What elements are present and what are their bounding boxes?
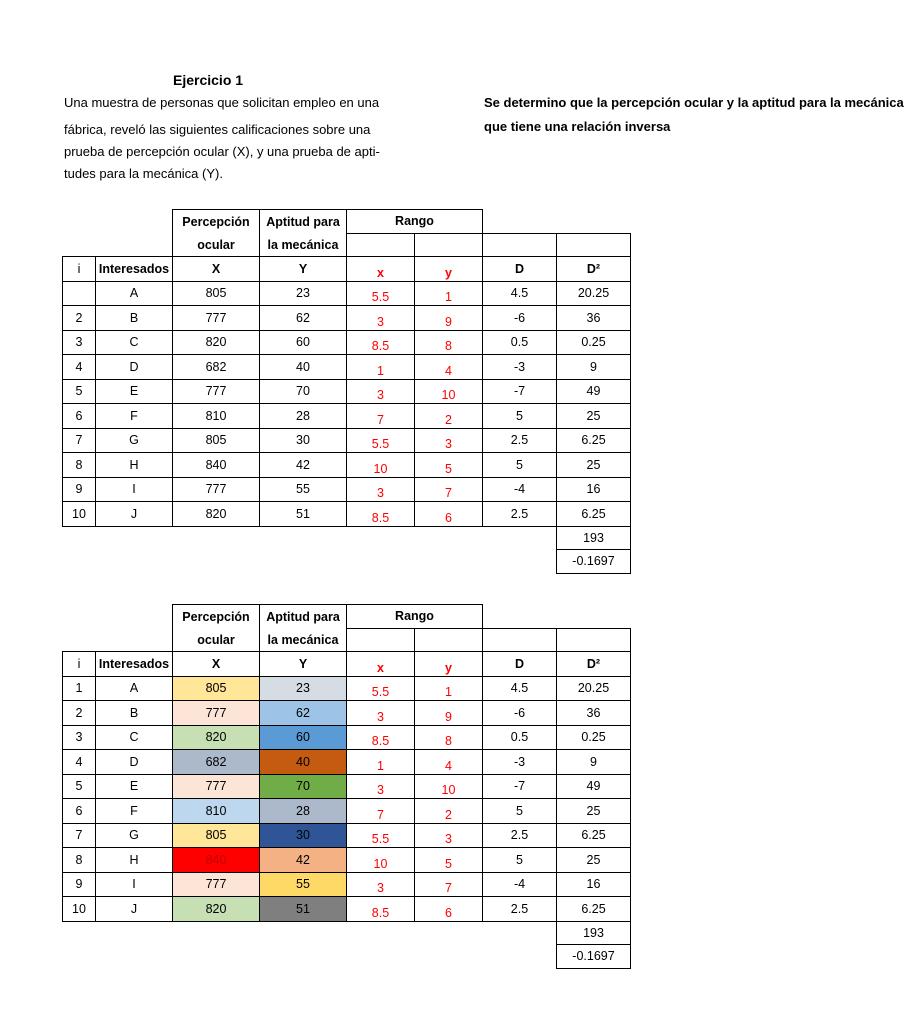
row-index: 2	[63, 306, 96, 331]
x-value: 840	[173, 453, 260, 478]
d-value: -6	[483, 306, 557, 331]
x-value: 805	[173, 676, 260, 701]
interesado-name: H	[96, 848, 173, 873]
table-row	[63, 281, 631, 306]
d-value: 5	[483, 848, 557, 873]
rank-x: 8.5	[347, 502, 415, 527]
rank-x: 10	[347, 848, 415, 873]
d2-value: 36	[557, 306, 631, 331]
d-value: -3	[483, 750, 557, 775]
sum-d2: 193	[557, 526, 631, 550]
rank-x: 5.5	[347, 676, 415, 701]
d-value: 2.5	[483, 823, 557, 848]
d-value: 2.5	[483, 502, 557, 527]
rank-y: 9	[415, 701, 483, 726]
x-value: 810	[173, 404, 260, 429]
x-value: 777	[173, 379, 260, 404]
d-value: 2.5	[483, 428, 557, 453]
table-row	[63, 379, 631, 404]
header-d2: D²	[557, 652, 631, 677]
table-row	[63, 872, 631, 897]
rank-y: 7	[415, 477, 483, 502]
interesado-name: D	[96, 355, 173, 380]
d2-value: 0.25	[557, 725, 631, 750]
d-value: 5	[483, 404, 557, 429]
description-line-2: fábrica, reveló las siguientes calificaciones sobre una	[64, 122, 371, 137]
header-aptitud: Aptitud para	[260, 210, 347, 234]
rank-x: 8.5	[347, 897, 415, 922]
rank-y: 9	[415, 306, 483, 331]
y-value: 42	[260, 848, 347, 873]
y-value: 70	[260, 774, 347, 799]
description-line-4: tudes para la mecánica (Y).	[64, 166, 223, 181]
d-value: 0.5	[483, 330, 557, 355]
d2-value: 6.25	[557, 428, 631, 453]
d-value: 5	[483, 799, 557, 824]
rank-x: 3	[347, 701, 415, 726]
table-row	[63, 676, 631, 701]
table-row	[63, 428, 631, 453]
header-x: X	[173, 257, 260, 282]
d2-value: 25	[557, 453, 631, 478]
d2-value: 0.25	[557, 330, 631, 355]
header-rank-x: x	[347, 257, 415, 282]
y-value: 70	[260, 379, 347, 404]
rank-y: 8	[415, 330, 483, 355]
x-value: 840	[173, 848, 260, 873]
table-row	[63, 799, 631, 824]
rank-y: 8	[415, 725, 483, 750]
rank-y: 6	[415, 897, 483, 922]
y-value: 28	[260, 404, 347, 429]
conclusion-line-1: Se determino que la percepción ocular y la aptitud para la mecánica	[484, 95, 904, 110]
y-value: 60	[260, 725, 347, 750]
header-rank-y: y	[415, 652, 483, 677]
y-value: 23	[260, 281, 347, 306]
interesado-name: B	[96, 701, 173, 726]
rank-x: 7	[347, 404, 415, 429]
x-value: 805	[173, 823, 260, 848]
interesado-name: H	[96, 453, 173, 478]
x-value: 777	[173, 872, 260, 897]
rank-y: 6	[415, 502, 483, 527]
header-aptitud: Aptitud para	[260, 605, 347, 629]
rank-x: 5.5	[347, 823, 415, 848]
y-value: 23	[260, 676, 347, 701]
x-value: 777	[173, 477, 260, 502]
d2-value: 9	[557, 355, 631, 380]
spearman-coefficient: -0.1697	[557, 945, 631, 969]
y-value: 60	[260, 330, 347, 355]
d-value: -4	[483, 477, 557, 502]
table-row	[63, 502, 631, 527]
interesado-name: I	[96, 477, 173, 502]
row-index: 9	[63, 872, 96, 897]
y-value: 62	[260, 701, 347, 726]
rank-y: 5	[415, 453, 483, 478]
d2-value: 20.25	[557, 281, 631, 306]
table-row	[63, 848, 631, 873]
row-index: 4	[63, 355, 96, 380]
header-rank-x: x	[347, 652, 415, 677]
row-index: 1	[63, 676, 96, 701]
y-value: 30	[260, 823, 347, 848]
x-value: 805	[173, 281, 260, 306]
rank-x: 7	[347, 799, 415, 824]
table-row	[63, 750, 631, 775]
row-index: 6	[63, 799, 96, 824]
d2-value: 16	[557, 477, 631, 502]
y-value: 40	[260, 750, 347, 775]
d-value: -7	[483, 774, 557, 799]
row-index: 3	[63, 330, 96, 355]
header-rank-y: y	[415, 257, 483, 282]
row-index: 7	[63, 428, 96, 453]
interesado-name: B	[96, 306, 173, 331]
header-d2: D²	[557, 257, 631, 282]
description-line-3: prueba de percepción ocular (X), y una prueba de apti-	[64, 144, 380, 159]
description-line-1: Una muestra de personas que solicitan empleo en una	[64, 95, 380, 110]
header-x: X	[173, 652, 260, 677]
d2-value: 6.25	[557, 823, 631, 848]
x-value: 820	[173, 502, 260, 527]
row-index: 10	[63, 502, 96, 527]
d-value: 0.5	[483, 725, 557, 750]
d-value: 2.5	[483, 897, 557, 922]
x-value: 820	[173, 725, 260, 750]
y-value: 62	[260, 306, 347, 331]
row-index: 6	[63, 404, 96, 429]
header-rango: Rango	[347, 605, 483, 629]
row-index: 7	[63, 823, 96, 848]
y-value: 42	[260, 453, 347, 478]
ranking-table-colored	[62, 604, 631, 969]
y-value: 30	[260, 428, 347, 453]
table-row	[63, 701, 631, 726]
x-value: 777	[173, 701, 260, 726]
header-i: i	[63, 257, 96, 282]
table-row	[63, 330, 631, 355]
rank-y: 1	[415, 281, 483, 306]
row-index: 8	[63, 453, 96, 478]
y-value: 51	[260, 502, 347, 527]
interesado-name: E	[96, 379, 173, 404]
header-rango: Rango	[347, 210, 483, 234]
table-row	[63, 897, 631, 922]
row-index	[63, 281, 96, 306]
rank-x: 3	[347, 872, 415, 897]
y-value: 51	[260, 897, 347, 922]
interesado-name: C	[96, 725, 173, 750]
rank-x: 5.5	[347, 428, 415, 453]
d-value: 4.5	[483, 281, 557, 306]
d2-value: 16	[557, 872, 631, 897]
x-value: 777	[173, 774, 260, 799]
header-interesados: Interesados	[96, 652, 173, 677]
row-index: 9	[63, 477, 96, 502]
header-mecanica: la mecánica	[260, 628, 347, 652]
row-index: 5	[63, 774, 96, 799]
rank-y: 3	[415, 428, 483, 453]
d-value: 4.5	[483, 676, 557, 701]
rank-x: 3	[347, 379, 415, 404]
y-value: 40	[260, 355, 347, 380]
row-index: 2	[63, 701, 96, 726]
header-interesados: Interesados	[96, 257, 173, 282]
x-value: 820	[173, 330, 260, 355]
d-value: -3	[483, 355, 557, 380]
rank-x: 1	[347, 750, 415, 775]
d2-value: 6.25	[557, 502, 631, 527]
x-value: 810	[173, 799, 260, 824]
row-index: 10	[63, 897, 96, 922]
table-row	[63, 404, 631, 429]
rank-x: 3	[347, 477, 415, 502]
header-percepcion: Percepción	[173, 605, 260, 629]
x-value: 820	[173, 897, 260, 922]
interesado-name: C	[96, 330, 173, 355]
table-row	[63, 725, 631, 750]
d2-value: 49	[557, 774, 631, 799]
sum-d2: 193	[557, 921, 631, 945]
row-index: 4	[63, 750, 96, 775]
header-i: i	[63, 652, 96, 677]
interesado-name: A	[96, 676, 173, 701]
table-row	[63, 355, 631, 380]
header-d: D	[483, 652, 557, 677]
table-row	[63, 453, 631, 478]
header-mecanica: la mecánica	[260, 233, 347, 257]
d2-value: 25	[557, 404, 631, 429]
interesado-name: I	[96, 872, 173, 897]
rank-y: 7	[415, 872, 483, 897]
d-value: -4	[483, 872, 557, 897]
table-row	[63, 306, 631, 331]
header-y: Y	[260, 257, 347, 282]
x-value: 777	[173, 306, 260, 331]
rank-y: 10	[415, 774, 483, 799]
interesado-name: D	[96, 750, 173, 775]
rank-x: 3	[347, 306, 415, 331]
rank-y: 10	[415, 379, 483, 404]
rank-y: 4	[415, 355, 483, 380]
d-value: -7	[483, 379, 557, 404]
conclusion-line-2: que tiene una relación inversa	[484, 119, 671, 134]
d2-value: 25	[557, 848, 631, 873]
table-row	[63, 774, 631, 799]
rank-x: 8.5	[347, 725, 415, 750]
rank-x: 8.5	[347, 330, 415, 355]
x-value: 682	[173, 355, 260, 380]
d2-value: 36	[557, 701, 631, 726]
rank-x: 5.5	[347, 281, 415, 306]
x-value: 682	[173, 750, 260, 775]
row-index: 3	[63, 725, 96, 750]
header-percepcion: Percepción	[173, 210, 260, 234]
interesado-name: F	[96, 799, 173, 824]
rank-y: 1	[415, 676, 483, 701]
rank-x: 1	[347, 355, 415, 380]
table-row	[63, 823, 631, 848]
header-y: Y	[260, 652, 347, 677]
y-value: 55	[260, 872, 347, 897]
y-value: 28	[260, 799, 347, 824]
rank-y: 5	[415, 848, 483, 873]
rank-x: 3	[347, 774, 415, 799]
interesado-name: G	[96, 428, 173, 453]
interesado-name: G	[96, 823, 173, 848]
d2-value: 20.25	[557, 676, 631, 701]
d-value: 5	[483, 453, 557, 478]
row-index: 5	[63, 379, 96, 404]
exercise-title: Ejercicio 1	[173, 72, 244, 88]
table-row	[63, 477, 631, 502]
interesado-name: J	[96, 502, 173, 527]
d2-value: 9	[557, 750, 631, 775]
header-ocular: ocular	[173, 233, 260, 257]
header-d: D	[483, 257, 557, 282]
spearman-coefficient: -0.1697	[557, 550, 631, 574]
rank-y: 3	[415, 823, 483, 848]
interesado-name: A	[96, 281, 173, 306]
y-value: 55	[260, 477, 347, 502]
rank-y: 4	[415, 750, 483, 775]
d2-value: 6.25	[557, 897, 631, 922]
d2-value: 49	[557, 379, 631, 404]
d2-value: 25	[557, 799, 631, 824]
header-ocular: ocular	[173, 628, 260, 652]
interesado-name: E	[96, 774, 173, 799]
rank-y: 2	[415, 404, 483, 429]
ranking-table-plain	[62, 209, 631, 574]
x-value: 805	[173, 428, 260, 453]
rank-y: 2	[415, 799, 483, 824]
interesado-name: F	[96, 404, 173, 429]
row-index: 8	[63, 848, 96, 873]
interesado-name: J	[96, 897, 173, 922]
d-value: -6	[483, 701, 557, 726]
rank-x: 10	[347, 453, 415, 478]
